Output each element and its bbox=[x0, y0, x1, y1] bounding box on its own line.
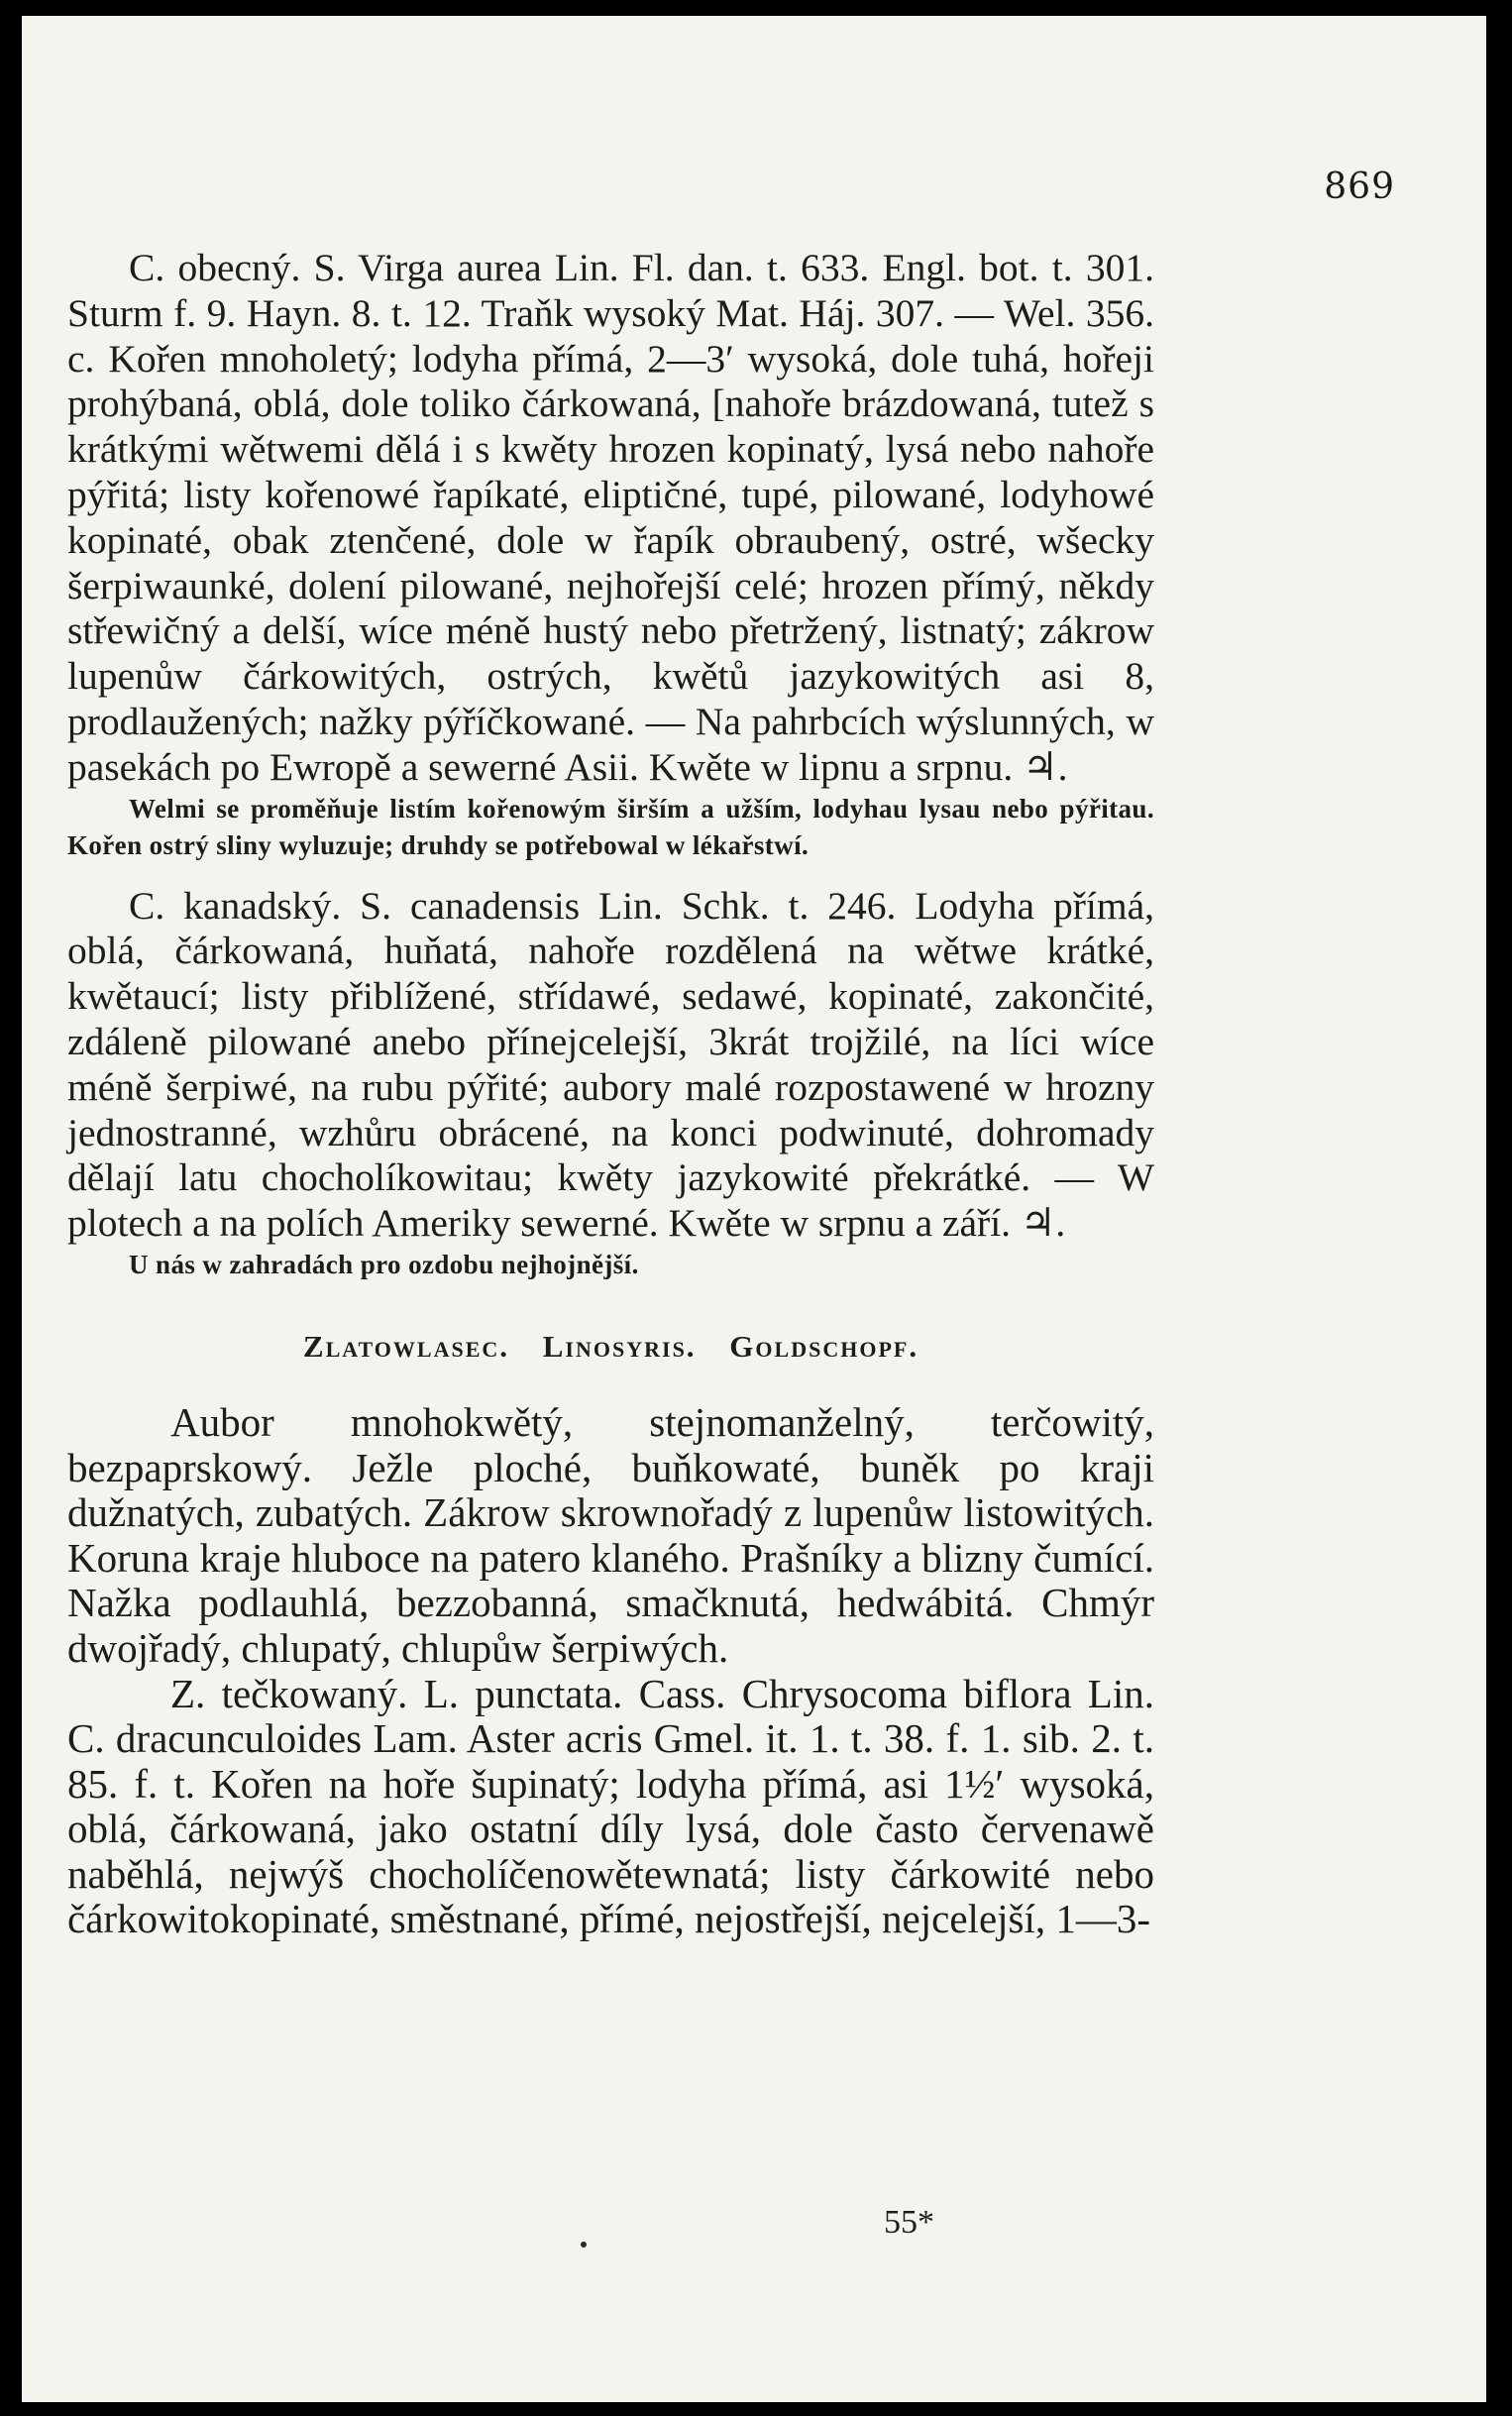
page-number: 869 bbox=[1324, 166, 1395, 207]
signature-text: 55* bbox=[884, 2204, 934, 2241]
species-note-kanadsky: U nás w zahradách pro ozdobu nejhojnější. bbox=[129, 1249, 639, 1279]
text-column bbox=[67, 246, 1154, 1942]
signature-mark bbox=[22, 2204, 1109, 2242]
genus-description: Aubor mnohokwětý, stejnomanželný, terčowitý, bezpaprskowý. Ježle ploché, buňkowaté, buněk po kraji dužnatých, zubatých. Zákrow skrownořadý z lupenůw listowitých. Koruna kraje hluboce na patero klaného. Prašníky a blizny čumící. Nažka podlauhlá, bezzobanná, smačknutá, hedwábitá. Chmýr dwojřadý, chlupatý, chlupůw šerpiwých. bbox=[67, 1398, 1154, 1671]
species-entry-kanadsky: C. kanadský. S. canadensis Lin. Schk. t. 246. Lodyha přímá, oblá, čárkowaná, huňatá, nahoře rozdělená na wětwe krátké, kwětaucí; listy přiblížené, střídawé, sedawé, kopinaté, zakončité, zdáleně pilowané anebo přínejcelejší, 3krát trojžilé, na líci wíce méně šerpiwé, na rubu pýřité; aubory malé rozpostawené w hrozny jednostranné, wzhůru obrácené, na konci podwinuté, dohromady dělají latu chocholíkowitau; kwěty jazykowité překrátké. — W plotech a na polích Ameriky sewerné. Kwěte w srpnu a září. ♃. bbox=[67, 883, 1154, 1246]
printer-dot bbox=[581, 2242, 587, 2248]
species-note-obecny: Welmi se proměňuje listím kořenowým širším a užším, lodyhau lysau nebo pýřitau. Kořen ostrý sliny wyluzuje; druhdy se potřebowal w lékařstwí. bbox=[67, 793, 1154, 860]
species-entry-teckowany: Z. tečkowaný. L. punctata. Cass. Chrysocoma biflora Lin. C. dracunculoides Lam. Aster acris Gmel. it. 1. t. 38. f. 1. sib. 2. t. 85. f. t. Kořen na hoře šupinatý; lodyha přímá, asi 1½′ wysoká, oblá, čárkowaná, jako ostatní díly lysá, dole často červenawě naběhlá, nejwýš chocholíčenowětewnatá; listy čárkowité nebo čárkowitokopinaté, směstnané, přímé, nejostřejší, nejcelejší, 1—3- bbox=[67, 1670, 1154, 1942]
spacer bbox=[67, 864, 1154, 884]
genus-heading: Zlatowlasec. Linosyris. Goldschopf. bbox=[302, 1328, 919, 1364]
species-entry-obecny: C. obecný. S. Virga aurea Lin. Fl. dan. t. 633. Engl. bot. t. 301. Sturm f. 9. Hayn. 8. t. 12. Traňk wysoký Mat. Háj. 307. — Wel. 356. c. Kořen mnoholetý; lodyha přímá, 2—3′ wysoká, dole tuhá, hořeji prohýbaná, oblá, dole toliko čárkowaná, [nahoře brázdowaná, tutež s krátkými wětwemi dělá i s kwěty hrozen kopinatý, lysá nebo nahoře pýřitá; listy kořenowé řapíkaté, eliptičné, tupé, pilowané, lodyhowé kopinaté, obak ztenčené, dole w řapík obraubený, ostré, wšecky šerpiwaunké, dolení pilowané, nejhořejší celé; hrozen přímý, někdy střewičný a delší, wíce méně hustý nebo přetržený, listnatý; zákrow lupenůw čárkowitých, ostrých, kwětů jazykowitých asi 8, prodlaužených; nažky pýříčkowané. — Na pahrbcích wýslunných, w pasekách po Ewropě a sewerné Asii. Kwěte w lipnu a srpnu. ♃. bbox=[67, 246, 1154, 789]
book-page bbox=[22, 16, 1486, 2402]
